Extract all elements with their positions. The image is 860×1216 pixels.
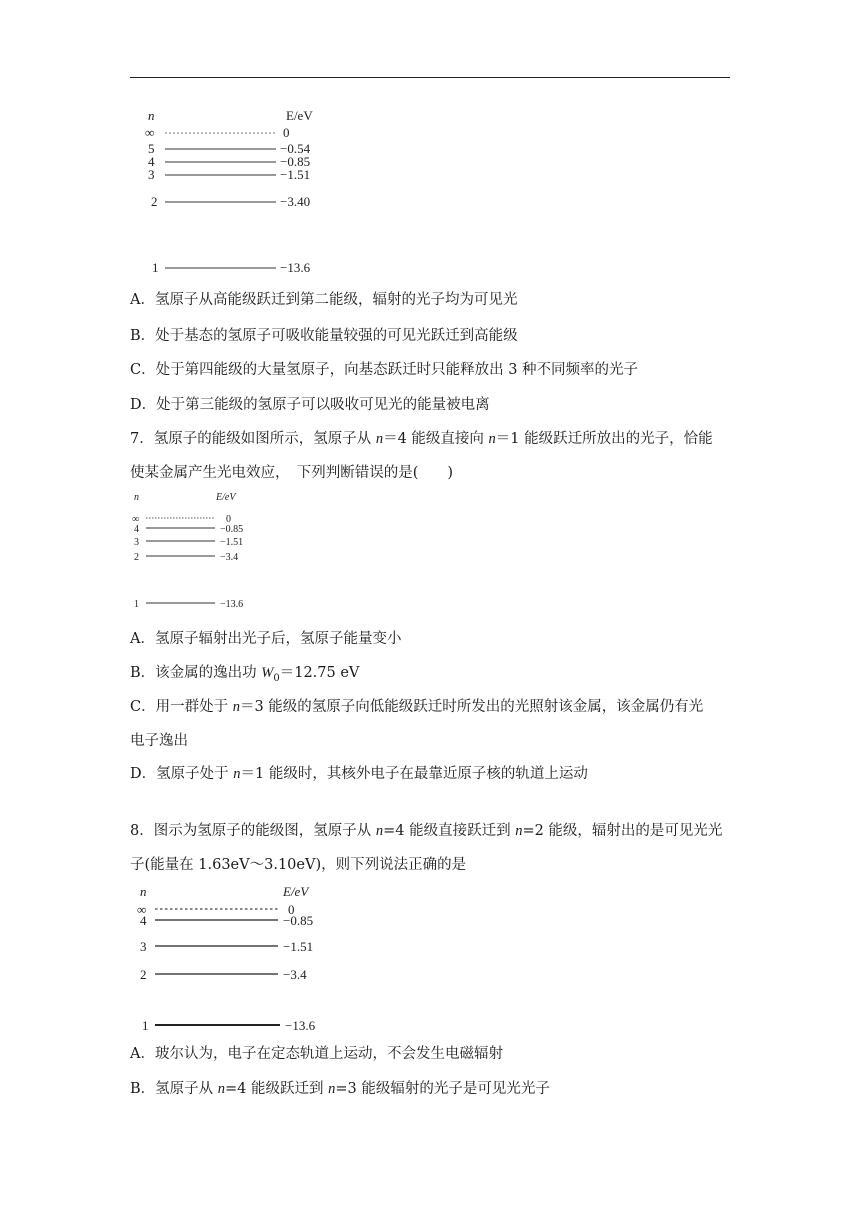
header-rule [130, 77, 730, 78]
level-energy-inf: 0 [288, 902, 295, 917]
n-header: n [134, 492, 139, 503]
level-energy-3: −1.51 [283, 939, 314, 954]
level-label-2: 2 [151, 194, 158, 209]
q8-option-b-text-a: B．氢原子从 [130, 1081, 218, 1097]
level-label-2: 2 [140, 967, 147, 982]
q8-option-a: A．玻尔认为，电子在定态轨道上运动，不会发生电磁辐射 [130, 1046, 503, 1062]
level-energy-4: −0.85 [220, 524, 244, 535]
q7-stem-text-a: 7．氢原子的能级如图所示，氢原子从 [130, 431, 376, 447]
level-energy-inf: 0 [283, 125, 290, 140]
level-label-1: 1 [152, 260, 159, 275]
level-energy-1: −13.6 [220, 599, 244, 610]
level-label-4: 4 [148, 154, 155, 169]
q7-option-b-subscript: 0 [273, 672, 280, 684]
level-energy-1: −13.6 [285, 1018, 316, 1033]
level-energy-4: −0.85 [283, 913, 314, 928]
level-label-4: 4 [140, 913, 147, 928]
level-label-inf: ∞ [145, 125, 155, 140]
q7-stem-line2: 使某金属产生光电效应， 下列判断错误的是( ) [130, 465, 454, 481]
q8-stem-line2: 子(能量在 1.63eV～3.10eV)，则下列说法正确的是 [130, 857, 467, 873]
q7-option-b-text: B．该金属的逸出功 [130, 665, 262, 681]
q7-option-d-text-a: D．氢原子处于 [130, 766, 234, 782]
q7-option-c-text-a: C．用一群处于 [130, 699, 233, 715]
energy-level-diagram-q6 [140, 108, 340, 280]
energy-level-diagram-q8 [130, 880, 340, 1035]
level-label-4: 4 [134, 524, 139, 535]
q7-stem-text-c: ＝1 能级跃迁所放出的光子，恰能 [495, 431, 713, 447]
q7-option-c-text-b: ＝3 能级的氢原子向低能级跃迁时所发出的光照射该金属，该金属仍有光 [239, 699, 704, 715]
level-label-1: 1 [142, 1018, 149, 1033]
energy-level-diagram-q7 [128, 490, 268, 612]
level-label-5: 5 [148, 141, 155, 156]
q8-option-b-text-b: =4 能级跃迁到 [225, 1081, 329, 1097]
q8-stem-var-n2: n [515, 823, 523, 839]
e-header: E/eV [216, 492, 236, 503]
q7-stem-var-n2: n [488, 431, 496, 447]
level-energy-inf: 0 [226, 514, 231, 525]
q6-option-a: A．氢原子从高能级跃迁到第二能级，辐射的光子均为可见光 [130, 292, 518, 308]
q7-option-d-text-b: ＝1 能级时，其核外电子在最靠近原子核的轨道上运动 [240, 766, 588, 782]
level-energy-3: −1.51 [220, 537, 244, 548]
q7-option-d [130, 764, 588, 784]
q6-option-d: D．处于第三能级的氢原子可以吸收可见光的能量被电离 [130, 397, 490, 413]
q7-option-c-var-n: n [232, 699, 240, 715]
level-energy-2: −3.4 [220, 552, 239, 563]
q7-option-d-var-n: n [233, 766, 241, 782]
level-energy-2: −3.40 [280, 194, 311, 209]
level-energy-4: −0.85 [280, 154, 311, 169]
q7-option-b-var-w: W [261, 665, 274, 681]
q7-option-b-value: ＝12.75 eV [279, 665, 360, 681]
q8-stem-text-a: 8．图示为氢原子的能级图，氢原子从 [130, 823, 376, 839]
level-energy-5: −0.54 [280, 141, 311, 156]
q6-option-c: C．处于第四能级的大量氢原子，向基态跃迁时只能释放出 3 种不同频率的光子 [130, 362, 639, 378]
e-header: E/eV [283, 884, 309, 899]
level-energy-1: −13.6 [280, 260, 311, 275]
level-label-1: 1 [134, 599, 139, 610]
q7-stem-var-n1: n [375, 431, 384, 447]
q8-stem-text-b: =4 能级直接跃迁到 [383, 823, 516, 839]
q7-option-c-line1 [130, 697, 703, 717]
q8-stem-text-c: =2 能级，辐射出的是可见光光 [522, 823, 723, 839]
q7-stem-text-b: ＝4 能级直接向 [383, 431, 489, 447]
level-energy-2: −3.4 [283, 967, 307, 982]
q7-option-c-line2: 电子逸出 [130, 733, 188, 749]
e-header: E/eV [286, 108, 313, 123]
n-header: n [140, 884, 147, 899]
level-label-3: 3 [140, 939, 147, 954]
level-label-inf: ∞ [137, 902, 147, 917]
level-label-inf: ∞ [132, 514, 140, 525]
q7-option-a: A．氢原子辐射出光子后，氢原子能量变小 [130, 631, 402, 647]
q8-option-b-text-c: =3 能级辐射的光子是可见光光子 [335, 1081, 550, 1097]
q7-option-b [130, 663, 359, 689]
level-energy-3: −1.51 [280, 167, 311, 182]
level-label-3: 3 [134, 537, 139, 548]
q8-option-b-var-n1: n [217, 1081, 226, 1097]
q7-stem-line1 [130, 429, 713, 449]
q8-stem-line1 [130, 821, 722, 841]
q8-option-b-var-n2: n [328, 1081, 336, 1097]
level-label-2: 2 [134, 552, 139, 563]
q8-option-b [130, 1079, 550, 1099]
q8-stem-var-n1: n [375, 823, 384, 839]
n-header: n [148, 108, 155, 123]
level-label-3: 3 [148, 167, 155, 182]
q6-option-b: B．处于基态的氢原子可吸收能量较强的可见光跃迁到高能级 [130, 328, 518, 344]
